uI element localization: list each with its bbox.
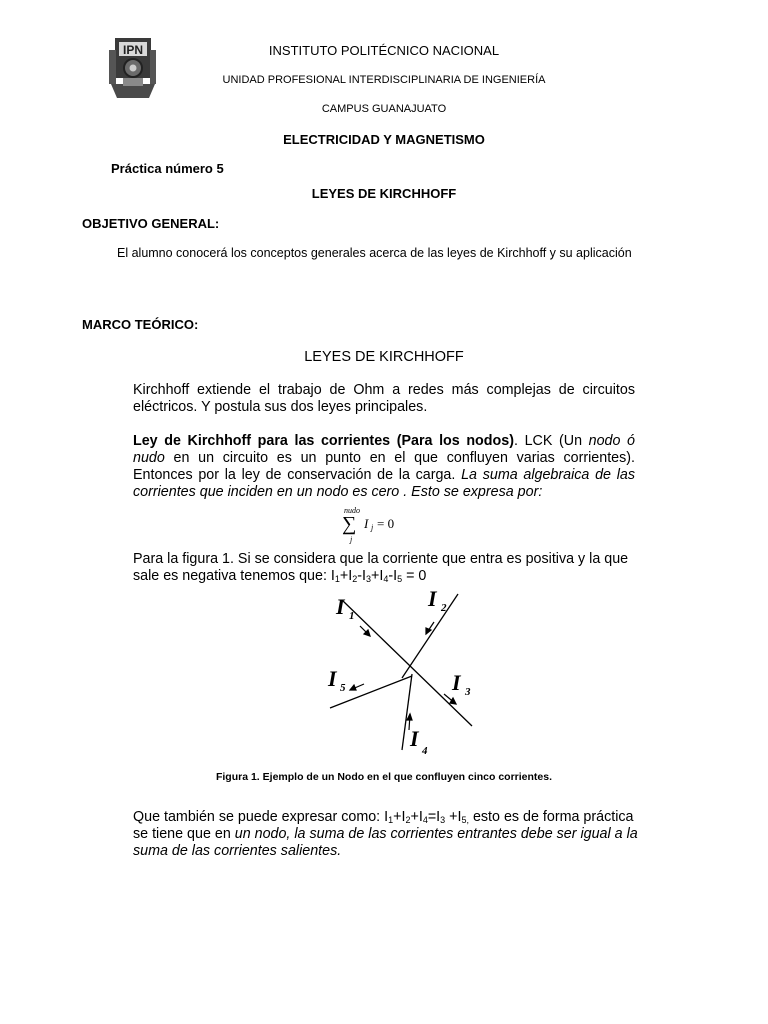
sum-formula (330, 506, 410, 550)
eq1-sub: 1 (334, 574, 340, 584)
eq2-term: I (384, 809, 389, 825)
arrowhead-i5 (350, 685, 356, 690)
eq1-end: = 0 (402, 568, 427, 584)
closing-intro: Que también se puede expresar como: (133, 809, 385, 825)
formula-subscript: j (371, 523, 374, 532)
formula-upper-limit: nudo (344, 506, 360, 515)
eq1-term: +I (339, 568, 353, 584)
objective-text: El alumno conocerá los conceptos generales acerca de las leyes de Kirchhoff y su aplicación (117, 246, 632, 260)
figure-caption: Figura 1. Ejemplo de un Nodo en el que confluyen cinco corrientes. (215, 771, 553, 783)
eq1-sub: 2 (352, 574, 358, 584)
label-i5-sub: 5 (340, 682, 346, 694)
sigma-symbol: ∑ (342, 513, 357, 535)
lck-bold: Ley de Kirchhoff para las corrientes (Para los nodos) (133, 433, 514, 449)
eq2-sub: 1 (388, 815, 394, 825)
eq1-term: +I (371, 568, 384, 584)
eq1-sub: 3 (365, 574, 371, 584)
node-diagram (320, 586, 480, 762)
label-i2-sub: 2 (441, 602, 447, 614)
formula-var: I (364, 516, 369, 531)
label-i5: I (328, 666, 337, 691)
equation-1 (331, 568, 426, 584)
closing-paragraph (133, 809, 638, 860)
arrowhead-i2 (426, 628, 431, 634)
eq2-sub: 5, (461, 815, 469, 825)
equation-2 (384, 809, 469, 825)
eq2-sub: 4 (422, 815, 428, 825)
arrowhead-i3 (450, 698, 456, 704)
objective-heading: OBJETIVO GENERAL: (82, 216, 220, 231)
lck-paragraph (133, 433, 635, 501)
figure-intro-paragraph (133, 551, 638, 585)
eq2-sub: 3 (440, 815, 446, 825)
theory-heading: MARCO TEÓRICO: (82, 317, 199, 332)
label-i3-sub: 3 (465, 686, 471, 698)
eq1-term: -I (357, 568, 366, 584)
lck-node-term: nodo ó nudo (133, 433, 635, 466)
label-i4-sub: 4 (422, 745, 428, 757)
formula-rhs: = 0 (377, 516, 395, 531)
label-i1: I (336, 594, 345, 619)
formula-lower-limit: j (350, 535, 353, 544)
unit-title: UNIDAD PROFESIONAL INTERDISCIPLINARIA DE INGENIERÍA (222, 74, 546, 86)
lck-after-bold: . LCK (Un (513, 433, 589, 449)
campus-title: CAMPUS GUANAJUATO (321, 103, 447, 115)
eq1-term: -I (388, 568, 398, 584)
practice-title: LEYES DE KIRCHHOFF (311, 186, 457, 201)
eq1-sub: 5 (397, 574, 403, 584)
figure-intro-text: Para la figura 1. Si se considera que la corriente que entra es positiva y la que sale es negativa tenemos que: (133, 551, 629, 584)
eq2-term: +I (410, 809, 423, 825)
eq2-sub: 2 (405, 815, 411, 825)
closing-statement: un nodo, la suma de las corrientes entrantes debe ser igual a la suma de las corrientes salientes. (133, 826, 638, 859)
institution-title: INSTITUTO POLITÉCNICO NACIONAL (268, 43, 500, 58)
eq2-term: +I (445, 809, 462, 825)
practice-number: Práctica número 5 (111, 161, 224, 176)
eq1-term: I (330, 568, 335, 584)
label-i4: I (410, 726, 419, 751)
label-i1-sub: 1 (349, 610, 355, 622)
course-title: ELECTRICIDAD Y MAGNETISMO (283, 132, 485, 147)
lck-middle: en un circuito es un punto en el que confluyen varias corrientes). Entonces por la ley de conservación de la carga. (133, 450, 635, 483)
intro-paragraph: Kirchhoff extiende el trabajo de Ohm a redes más complejas de circuitos eléctricos. Y postula sus dos leyes principales. (133, 382, 635, 415)
eq1-sub: 4 (383, 574, 389, 584)
closing-middle: esto es de forma práctica se tiene que en (133, 809, 634, 842)
label-i2: I (428, 586, 437, 611)
logo-text: IPN (122, 43, 144, 57)
arrowhead-i4 (407, 714, 412, 720)
eq2-term: =I (427, 809, 441, 825)
label-i3: I (452, 670, 461, 695)
section-title: LEYES DE KIRCHHOFF (304, 349, 464, 365)
lck-law-statement: La suma algebraica de las corrientes que inciden en un nodo es cero . Esto se expresa por: (133, 467, 635, 500)
eq2-term: +I (393, 809, 406, 825)
